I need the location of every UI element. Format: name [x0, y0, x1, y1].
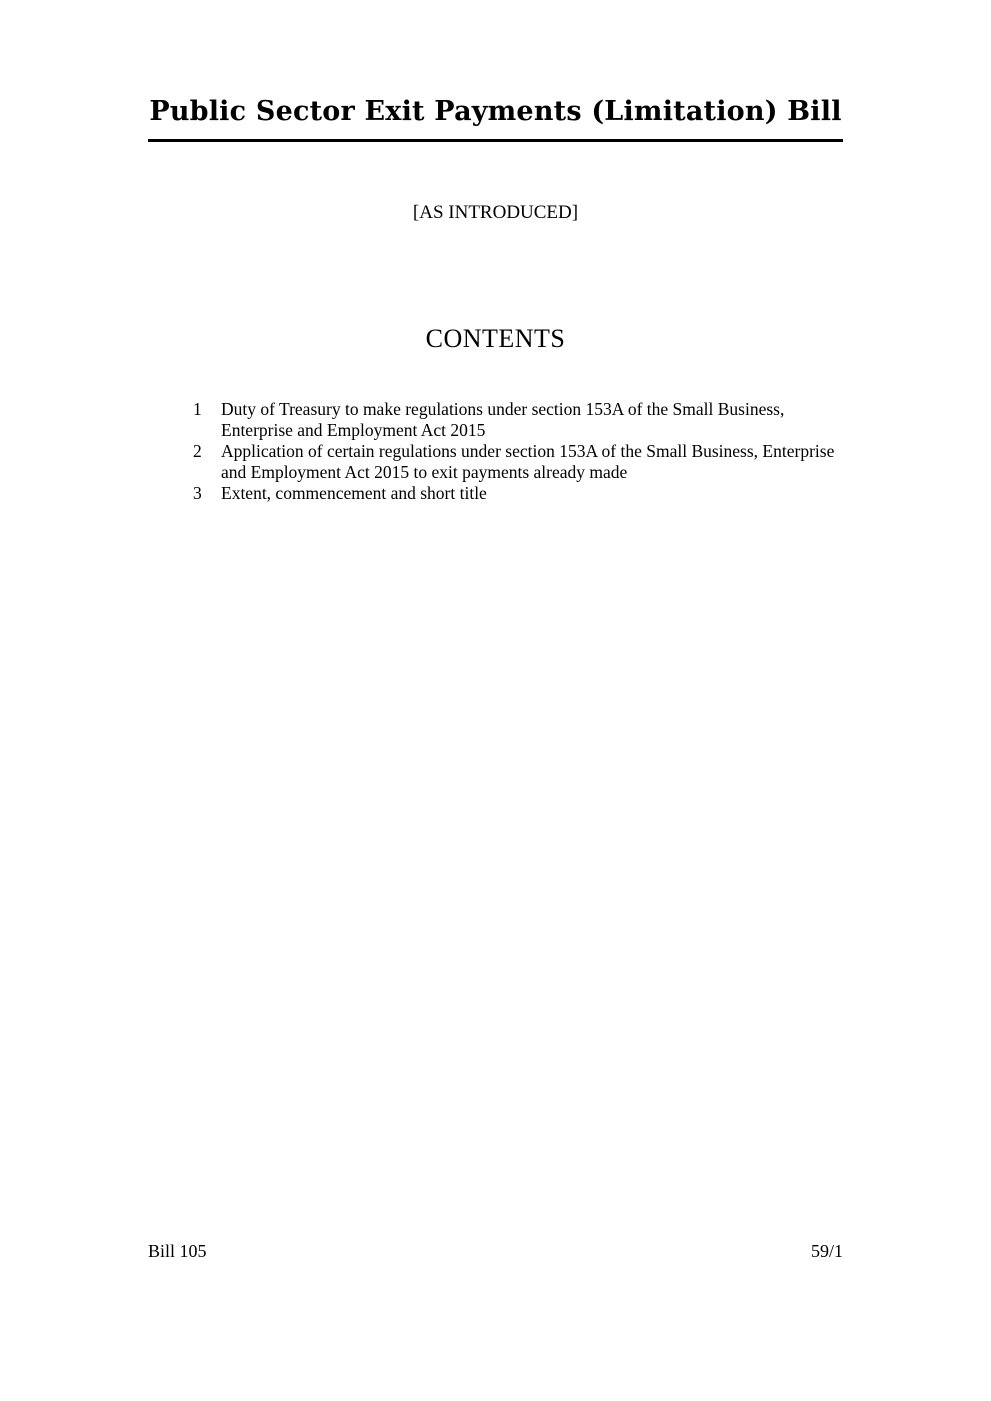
contents-item-label: Application of certain regulations under section 153A of the Small Business, Enterprise and Employment Act 2015 to exit payments already made [221, 441, 835, 482]
contents-item-number: 2 [193, 441, 202, 461]
bill-number: Bill 105 [148, 1241, 207, 1261]
list-item[interactable] [193, 441, 853, 483]
title-divider [148, 139, 843, 142]
contents-item-label: Extent, commencement and short title [221, 483, 487, 503]
session-number: 59/1 [810, 1241, 843, 1261]
contents-list [193, 399, 853, 504]
page-footer [148, 1240, 843, 1262]
contents-heading: CONTENTS [425, 324, 566, 353]
contents-item-label: Duty of Treasury to make regulations under section 153A of the Small Business, Enterprise and Employment Act 2015 [221, 399, 785, 440]
contents-item-number: 3 [193, 483, 202, 503]
stage-note: [AS INTRODUCED] [412, 202, 579, 223]
list-item[interactable] [193, 483, 853, 504]
list-item[interactable] [193, 399, 853, 441]
page-title: Public Sector Exit Payments (Limitation) Bill [149, 96, 842, 127]
contents-item-number: 1 [193, 399, 202, 419]
title-block [148, 95, 843, 142]
